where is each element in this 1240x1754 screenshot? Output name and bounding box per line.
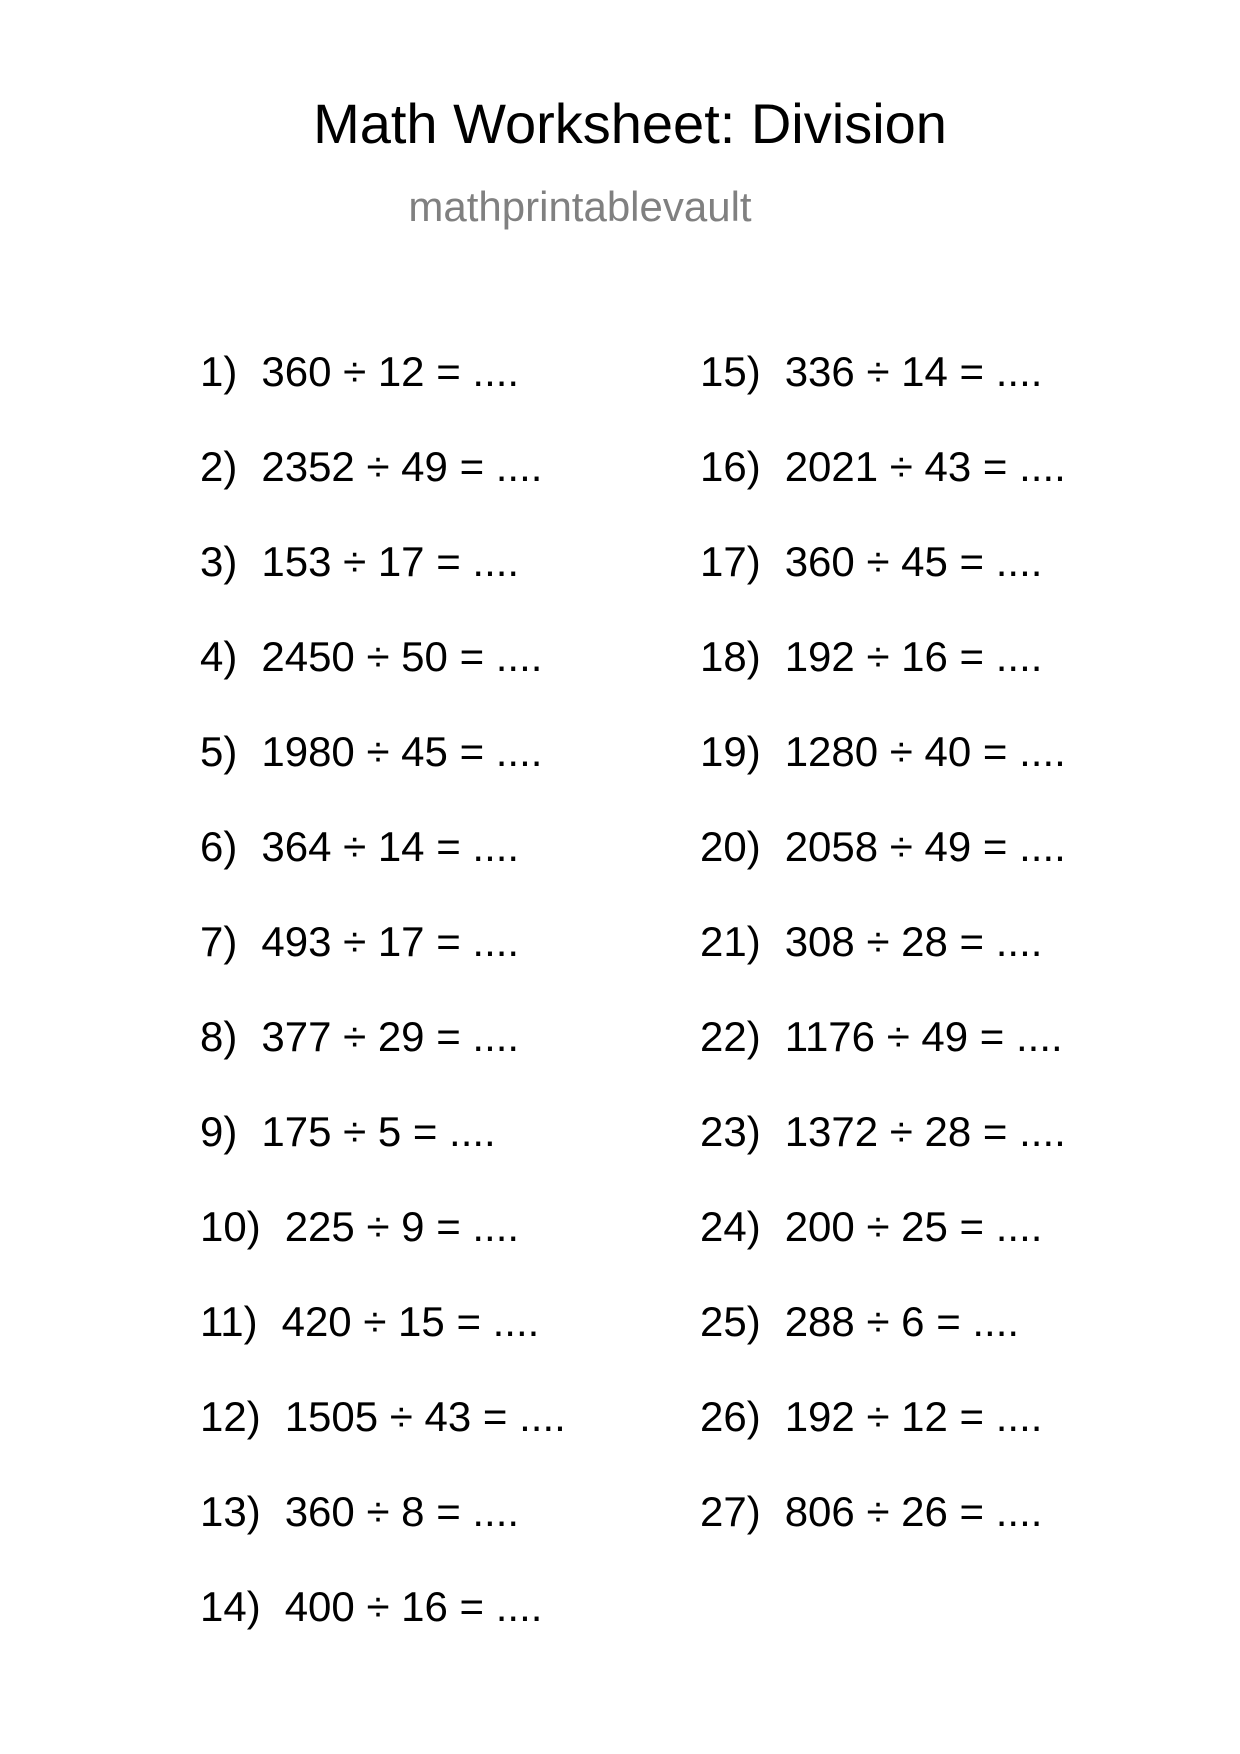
- problem-number: 20): [700, 823, 761, 870]
- problem-item: [700, 1205, 1066, 1300]
- problem-number: 6): [200, 823, 238, 870]
- problem-item: [700, 1395, 1066, 1490]
- problem-item: [700, 1110, 1066, 1205]
- problem-expression: 192 ÷ 12 = ....: [784, 1393, 1043, 1440]
- problem-number: 21): [700, 918, 761, 965]
- problem-item: [200, 1205, 566, 1300]
- problem-expression: 1280 ÷ 40 = ....: [784, 728, 1066, 775]
- problem-number: 23): [700, 1108, 761, 1155]
- problem-item: [200, 350, 566, 445]
- problem-number: 4): [200, 633, 238, 680]
- problem-expression: 1176 ÷ 49 = ....: [784, 1013, 1063, 1060]
- problem-expression: 288 ÷ 6 = ....: [784, 1298, 1020, 1345]
- problem-expression: 360 ÷ 12 = ....: [261, 348, 520, 395]
- problem-number: 3): [200, 538, 238, 585]
- problem-item: [200, 730, 566, 825]
- problem-number: 22): [700, 1013, 761, 1060]
- problem-expression: 225 ÷ 9 = ....: [284, 1203, 520, 1250]
- problem-list-left: [200, 350, 566, 1680]
- problem-number: 24): [700, 1203, 761, 1250]
- problem-item: [700, 635, 1066, 730]
- problem-item: [700, 1490, 1066, 1585]
- problem-number: 9): [200, 1108, 238, 1155]
- problem-number: 12): [200, 1393, 261, 1440]
- problem-expression: 175 ÷ 5 = ....: [261, 1108, 496, 1155]
- problem-item: [200, 1585, 566, 1680]
- problem-expression: 192 ÷ 16 = ....: [784, 633, 1043, 680]
- problem-number: 19): [700, 728, 761, 775]
- problem-item: [200, 1300, 566, 1395]
- problem-expression: 364 ÷ 14 = ....: [261, 823, 520, 870]
- problem-item: [700, 730, 1066, 825]
- problem-number: 7): [200, 918, 238, 965]
- problem-expression: 400 ÷ 16 = ....: [284, 1583, 543, 1630]
- problem-expression: 806 ÷ 26 = ....: [784, 1488, 1043, 1535]
- problem-list-right: [700, 350, 1066, 1585]
- problem-expression: 377 ÷ 29 = ....: [261, 1013, 520, 1060]
- problem-number: 1): [200, 348, 238, 395]
- problem-item: [700, 920, 1066, 1015]
- problem-number: 10): [200, 1203, 261, 1250]
- problem-number: 11): [200, 1298, 258, 1345]
- problem-number: 27): [700, 1488, 761, 1535]
- problem-number: 14): [200, 1583, 261, 1630]
- problem-item: [200, 635, 566, 730]
- problem-number: 16): [700, 443, 761, 490]
- problem-expression: 308 ÷ 28 = ....: [784, 918, 1043, 965]
- problem-item: [700, 1015, 1066, 1110]
- problem-number: 13): [200, 1488, 261, 1535]
- problem-expression: 2450 ÷ 50 = ....: [261, 633, 543, 680]
- problem-expression: 360 ÷ 45 = ....: [784, 538, 1043, 585]
- problem-item: [700, 445, 1066, 540]
- problem-number: 17): [700, 538, 761, 585]
- problem-item: [200, 445, 566, 540]
- problem-expression: 1980 ÷ 45 = ....: [261, 728, 543, 775]
- problem-expression: 1372 ÷ 28 = ....: [784, 1108, 1066, 1155]
- problem-expression: 153 ÷ 17 = ....: [261, 538, 520, 585]
- problem-item: [700, 540, 1066, 635]
- problem-item: [200, 1395, 566, 1490]
- problem-expression: 493 ÷ 17 = ....: [261, 918, 520, 965]
- page-title: Math Worksheet: Division: [313, 92, 947, 155]
- source-subtitle: mathprintablevault: [408, 183, 752, 230]
- problem-number: 2): [200, 443, 238, 490]
- problem-expression: 200 ÷ 25 = ....: [784, 1203, 1043, 1250]
- problem-item: [200, 825, 566, 920]
- problem-item: [700, 350, 1066, 445]
- problem-number: 15): [700, 348, 761, 395]
- problem-expression: 2352 ÷ 49 = ....: [261, 443, 543, 490]
- problem-expression: 420 ÷ 15 = ....: [281, 1298, 540, 1345]
- problem-expression: 360 ÷ 8 = ....: [284, 1488, 520, 1535]
- problem-item: [200, 1490, 566, 1585]
- problem-expression: 336 ÷ 14 = ....: [784, 348, 1043, 395]
- problem-number: 26): [700, 1393, 761, 1440]
- problem-number: 25): [700, 1298, 761, 1345]
- problem-expression: 1505 ÷ 43 = ....: [284, 1393, 566, 1440]
- problem-expression: 2058 ÷ 49 = ....: [784, 823, 1066, 870]
- problem-item: [700, 1300, 1066, 1395]
- problem-item: [700, 825, 1066, 920]
- problem-number: 5): [200, 728, 238, 775]
- problem-number: 8): [200, 1013, 238, 1060]
- problem-number: 18): [700, 633, 761, 680]
- problem-item: [200, 1110, 566, 1205]
- problem-item: [200, 920, 566, 1015]
- problem-item: [200, 1015, 566, 1110]
- problem-expression: 2021 ÷ 43 = ....: [784, 443, 1066, 490]
- problem-item: [200, 540, 566, 635]
